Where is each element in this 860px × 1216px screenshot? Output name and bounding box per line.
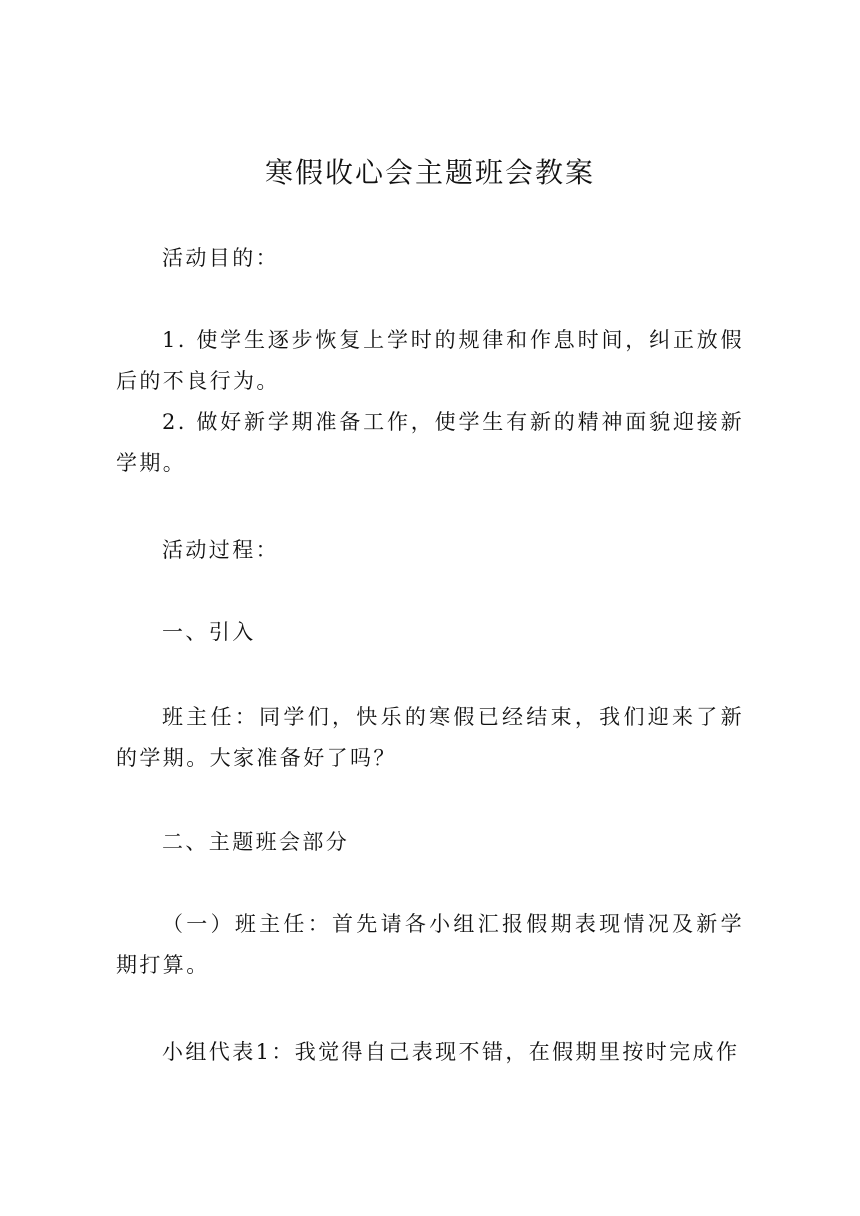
section-heading-process: 活动过程： — [162, 538, 279, 562]
section-heading-purpose: 活动目的： — [162, 246, 279, 270]
purpose-item-1: 1. 使学生逐步恢复上学时的规律和作息时间，纠正放假后的不良行为。 — [116, 328, 744, 393]
document-title: 寒假收心会主题班会教案 — [264, 156, 595, 189]
subsection-heading-main: 二、主题班会部分 — [162, 830, 350, 854]
purpose-item-2: 2. 做好新学期准备工作，使学生有新的精神面貌迎接新学期。 — [116, 410, 744, 475]
group-representative-paragraph: 小组代表1：我觉得自己表现不错，在假期里按时完成作 — [162, 1040, 740, 1064]
teacher-intro-paragraph: 班主任：同学们，快乐的寒假已经结束，我们迎来了新的学期。大家准备好了吗？ — [116, 705, 744, 770]
teacher-request-paragraph: （一）班主任：首先请各小组汇报假期表现情况及新学期打算。 — [116, 912, 744, 977]
subsection-heading-intro: 一、引入 — [162, 620, 256, 644]
